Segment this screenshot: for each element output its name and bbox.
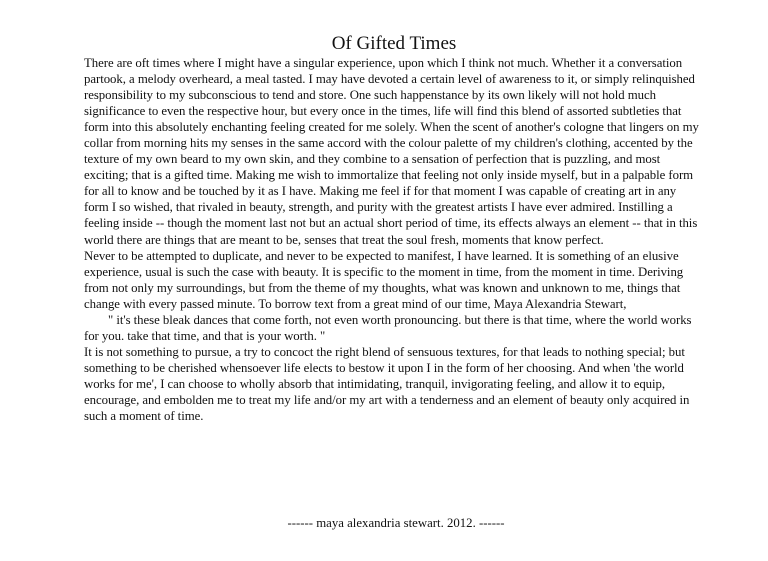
signature-line: ------ maya alexandria stewart. 2012. ------ — [287, 516, 505, 530]
document-title: Of Gifted Times — [331, 33, 457, 54]
quoted-passage: " it's these bleak dances that come forth, not even worth pronouncing. but there is that time, where the world works for you. take that time, and that is your worth. " — [84, 312, 692, 343]
paragraph-1: There are oft times where I might have a singular experience, upon which I think not much. Whether it a conversation partook, a melody overheard, a meal tasted. I may have devoted a certain level of awareness to it, or simply relinquished responsibility to my subconscious to tend and store. One such happenstance by its own likely will not hold much significance to even the respective hour, but every once in the times, life will find this blend of assorted subtleties that form into this absolutely enchanting feeling created for me solely. When the scent of another's cologne that lingers on my collar from morning hits my senses in the same accord with the colour palette of my children's clothing, accented by the texture of my own beard to my own skin, and they combine to a sensation of perfection that is puzzling, and most exciting; that is a gifted time. Making me wish to immortalize that feeling not only inside myself, but in a palpable form for all to know and be touched by it as I have. Making me feel if for that moment I was capable of creating art in any form I so wished, that rivaled in beauty, strength, and purity with the greatest artists I have ever admired. Instilling a feeling inside -- though the moment last not but an actual short period of time, its effects always an element -- that in this world there are things that are meant to be, senses that treat the soul fresh, moments that know perfect. — [84, 56, 699, 247]
paragraph-3: It is not something to pursue, a try to concoct the right blend of sensuous textures, for that leads to nothing special; but something to be cherished whensoever life elects to bestow it upon I in the form of her choosing. And when 'the world works for me', I can choose to wholly absorb that intimidating, tranquil, invigorating feeling, and allow it to equip, encourage, and embolden me to treat my life and/or my art with a tenderness and an element of beauty only acquired in such a moment of time. — [84, 344, 690, 424]
paragraph-2: Never to be attempted to duplicate, and never to be expected to manifest, I have learned. It is something of an elusive experience, usual is such the case with beauty. It is specific to the moment in time, from the moment in time. Deriving from not only my surroundings, but from the theme of my thoughts, what was known and unknown to me, things that change with every passed minute. To borrow text from a great mind of our time, Maya Alexandria Stewart, — [84, 248, 684, 311]
document-body — [84, 55, 700, 424]
